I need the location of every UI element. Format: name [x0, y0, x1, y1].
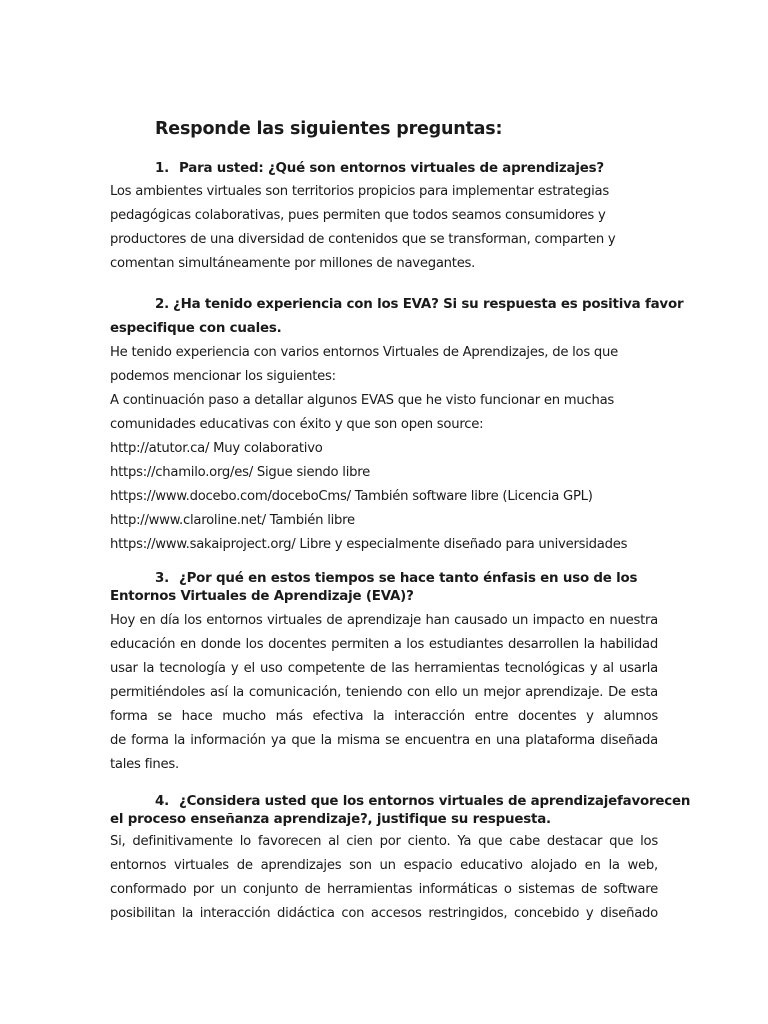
question-3-line-2: Entornos Virtuales de Aprendizaje (EVA)? [110, 589, 414, 604]
answer-1 [110, 180, 658, 276]
answer-4 [110, 830, 658, 926]
question-3-number: 3. [155, 571, 170, 586]
answer-2 [110, 341, 658, 557]
answer-3-line: tales fines. [110, 757, 179, 772]
question-3-text: ¿Por qué en estos tiempos se hace tanto énfasis en uso de los [179, 571, 638, 586]
question-1-text: Para usted: ¿Qué son entornos virtuales de aprendizajes? [179, 161, 604, 176]
question-2-line-2: especifique con cuales. [110, 321, 282, 336]
answer-2-line: https://www.sakaiproject.org/ Libre y especialmente diseñado para universidades [110, 537, 628, 552]
answer-4-line: conformado por un conjunto de herramientas informáticas o sistemas de software [110, 882, 658, 897]
answer-3 [110, 609, 658, 777]
answer-3-line: forma se hace mucho más efectiva la interacción entre docentes y alumnos [110, 709, 658, 724]
answer-2-line: https://www.docebo.com/doceboCms/ También software libre (Licencia GPL) [110, 489, 593, 504]
question-4-line-1 [110, 793, 691, 811]
question-4-line-2: el proceso enseñanza aprendizaje?, justifique su respuesta. [110, 812, 551, 827]
answer-2-line: http://www.claroline.net/ También libre [110, 513, 355, 528]
answer-1-line: pedagógicas colaborativas, pues permiten que todos seamos consumidores y [110, 208, 606, 223]
answer-3-line: Hoy en día los entornos virtuales de aprendizaje han causado un impacto en nuestra [110, 613, 658, 628]
answer-1-line: comentan simultáneamente por millones de navegantes. [110, 256, 476, 271]
question-4-text: ¿Considera usted que los entornos virtuales de aprendizajefavorecen [179, 794, 691, 809]
question-4-number: 4. [155, 794, 170, 809]
answer-2-line: A continuación paso a detallar algunos EVAS que he visto funcionar en muchas [110, 393, 615, 408]
answer-3-line: usar la tecnología y el uso competente de las herramientas tecnológicas y al usarla [110, 661, 658, 676]
answer-1-line: productores de una diversidad de contenidos que se transforman, comparten y [110, 232, 616, 247]
answer-4-line: posibilitan la interacción didáctica con accesos restringidos, concebido y diseñado [110, 906, 658, 921]
answer-2-line: https://chamilo.org/es/ Sigue siendo libre [110, 465, 371, 480]
answer-2-line: He tenido experiencia con varios entornos Virtuales de Aprendizajes, de los que [110, 345, 619, 360]
question-1 [110, 157, 660, 181]
question-2 [110, 293, 684, 341]
answer-1-line: Los ambientes virtuales son territorios propicios para implementar estrategias [110, 184, 609, 199]
question-3 [110, 570, 660, 606]
question-2-number: 2. [155, 297, 170, 312]
question-2-line-1 [110, 293, 684, 317]
question-4 [110, 793, 691, 829]
question-1-number: 1. [155, 161, 170, 176]
answer-2-line: comunidades educativas con éxito y que son open source: [110, 417, 484, 432]
answer-4-line: Si, definitivamente lo favorecen al cien por ciento. Ya que cabe destacar que los [110, 834, 658, 849]
answer-3-line: permitiéndoles así la comunicación, teniendo con ello un mejor aprendizaje. De esta [110, 685, 658, 700]
question-1-line-1 [110, 157, 660, 181]
answer-2-line: podemos mencionar los siguientes: [110, 369, 336, 384]
answer-3-line: educación en donde los docentes permiten a los estudiantes desarrollen la habilidad [110, 637, 658, 652]
answer-4-line: entornos virtuales de aprendizajes son un espacio educativo alojado en la web, [110, 858, 658, 873]
question-2-text: ¿Ha tenido experiencia con los EVA? Si su respuesta es positiva favor [173, 297, 684, 312]
answer-3-line: de forma la información ya que la misma se encuentra en una plataforma diseñada [110, 733, 658, 748]
question-3-line-1 [110, 570, 660, 588]
answer-2-line: http://atutor.ca/ Muy colaborativo [110, 441, 323, 456]
page-title: Responde las siguientes preguntas: [155, 119, 503, 139]
